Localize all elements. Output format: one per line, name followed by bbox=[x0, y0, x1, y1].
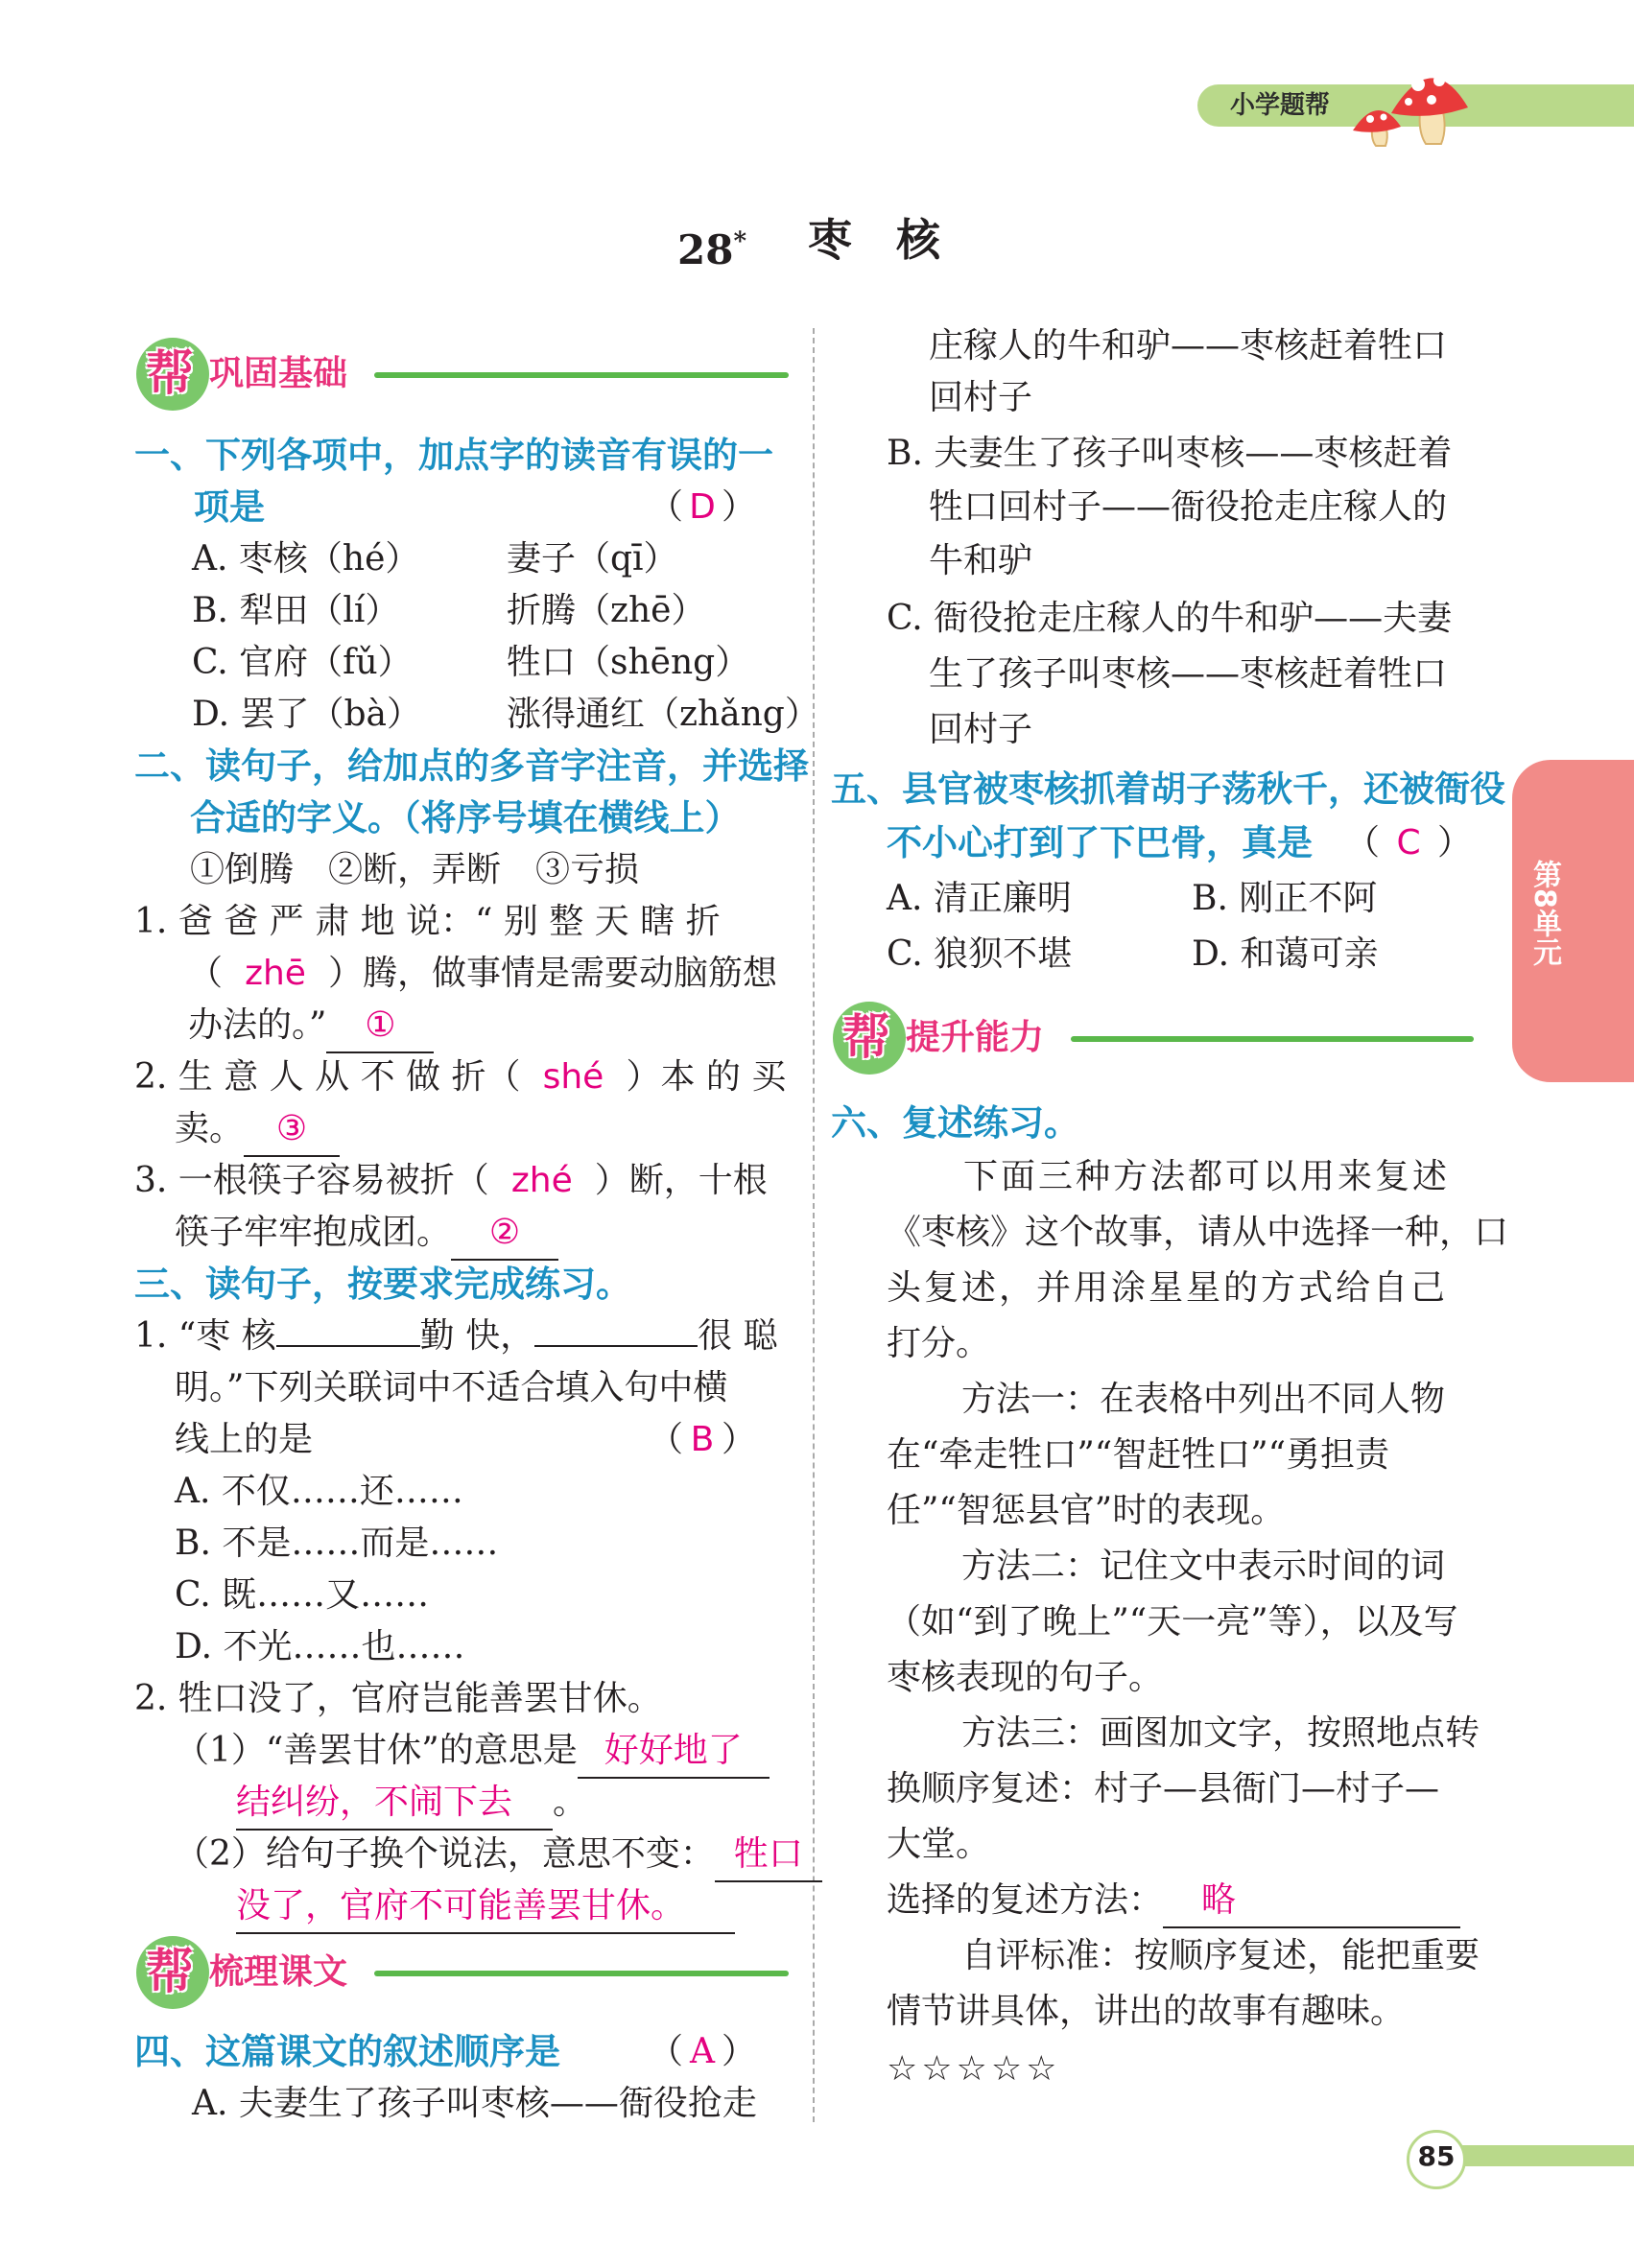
q4-answer-bracket: （ A ） bbox=[649, 2026, 756, 2078]
q2-1-answer: ① bbox=[326, 1000, 434, 1053]
section-rule bbox=[374, 1971, 789, 1976]
q6-intro-1: 下面三种方法都可以用来复述 bbox=[963, 1157, 1451, 1196]
q2-item-1-line2: （ zhē ）腾，做事情是需要动脑筋想 bbox=[188, 948, 777, 1000]
q2-2-answer: ③ bbox=[244, 1103, 340, 1157]
q6-method3-1: 方法三：画图加文字，按照地点转 bbox=[961, 1713, 1480, 1753]
q6-method3-3: 大堂。 bbox=[887, 1825, 991, 1864]
section-header-improve: 帮 提升能力 bbox=[833, 1002, 1474, 1078]
q1-option-c: C. 官府（fǔ） bbox=[192, 643, 413, 682]
q1-answer-bracket: （ D ） bbox=[649, 482, 756, 533]
q2-2-pinyin: shé bbox=[542, 1057, 604, 1097]
q2-stem-cont: 合适的字义。（将序号填在横线上） bbox=[190, 797, 741, 839]
q3-sub1-answer-b: 结纠纷，不闹下去 bbox=[236, 1777, 553, 1831]
q5-stem: 五、县官被枣核抓着胡子荡秋千，还被衙役 bbox=[831, 768, 1505, 810]
mushroom-icon bbox=[1343, 54, 1468, 150]
q2-item-2-line2: 卖。 ③ bbox=[175, 1103, 340, 1157]
q6-intro-3: 头复述，并用涂星星的方式给自己 bbox=[887, 1268, 1449, 1308]
q1-option-a-2: 妻子（qī） bbox=[507, 539, 678, 579]
q4-option-b-line2: 牲口回村子——衙役抢走庄稼人的 bbox=[929, 487, 1448, 527]
q2-item-1-line3: 办法的。” ① bbox=[188, 1000, 434, 1053]
q4-answer: A bbox=[690, 2032, 716, 2071]
q2-meanings: ①倒腾 ②断，弄断 ③亏损 bbox=[190, 850, 640, 889]
q2-3-answer: ② bbox=[451, 1207, 558, 1261]
q1-stem: 一、下列各项中，加点字的读音有误的一 bbox=[134, 435, 773, 476]
section-header-review: 帮 梳理课文 bbox=[136, 1936, 789, 2013]
q4-option-a-line2: 庄稼人的牛和驴——枣核赶着牲口 bbox=[929, 326, 1448, 366]
q5-answer: C bbox=[1396, 823, 1421, 862]
q1-option-b-2: 折腾（zhē） bbox=[507, 591, 706, 630]
q3-stem: 三、读句子，按要求完成练习。 bbox=[134, 1264, 631, 1305]
q3-part1: 1. “枣 核 勤 快， 很 聪 bbox=[134, 1316, 778, 1356]
q4-option-c-line3: 回村子 bbox=[929, 710, 1033, 749]
q2-stem: 二、读句子，给加点的多音字注音，并选择 bbox=[134, 745, 809, 787]
q6-method2-2: （如“到了晚上”“天一亮”等），以及写 bbox=[887, 1602, 1458, 1642]
q6-intro-4: 打分。 bbox=[887, 1324, 991, 1363]
q1-option-a: A. 枣核（hé） bbox=[192, 539, 420, 579]
q1-option-d: D. 罢了（bà） bbox=[192, 695, 421, 734]
q6-stem: 六、复述练习。 bbox=[831, 1102, 1079, 1144]
q3-part2-sub1-line2: 结纠纷，不闹下去 。 bbox=[236, 1777, 587, 1831]
q3-sub2-answer-b: 没了，官府不可能善罢甘休。 bbox=[236, 1880, 735, 1934]
q6-method1-3: 任”“智惩县官”时的表现。 bbox=[887, 1491, 1286, 1530]
q3-answer-bracket: （ B ） bbox=[649, 1414, 756, 1466]
q6-choice-answer: 略 bbox=[1163, 1875, 1460, 1928]
q6-star-rating[interactable]: ☆☆☆☆☆ bbox=[887, 2049, 1061, 2089]
q3-sub2-answer-a: 牲口 bbox=[715, 1829, 822, 1882]
q6-method1-1: 方法一：在表格中列出不同人物 bbox=[961, 1380, 1446, 1419]
q5-option-c: C. 狼狈不堪 bbox=[887, 934, 1073, 974]
q6-method1-2: 在“牵走牲口”“智赶牲口”“勇担责 bbox=[887, 1435, 1390, 1475]
q2-3-pinyin: zhé bbox=[510, 1161, 573, 1200]
q4-option-c-line2: 生了孩子叫枣核——枣核赶着牲口 bbox=[929, 654, 1448, 694]
q5-option-a: A. 清正廉明 bbox=[887, 879, 1072, 918]
section-rule bbox=[1071, 1036, 1474, 1042]
q1-option-b: B. 犁田（lí） bbox=[192, 591, 400, 630]
q4-option-b-line3: 牛和驴 bbox=[929, 541, 1033, 580]
q6-intro-2: 《枣核》这个故事，请从中选择一种，口 bbox=[887, 1213, 1509, 1252]
q6-criteria-1: 自评标准：按顺序复述，能把重要 bbox=[961, 1936, 1480, 1975]
section-rule bbox=[374, 372, 789, 378]
q6-method3-2: 换顺序复述：村子—县衙门—村子— bbox=[887, 1769, 1440, 1808]
q1-option-c-2: 牲口（shēng） bbox=[507, 643, 750, 682]
q3-part1-line2: 明。”下列关联词中不适合填入句中横 bbox=[175, 1368, 728, 1407]
q4-option-a: A. 夫妻生了孩子叫枣核——衙役抢走 bbox=[192, 2084, 757, 2123]
q3-sub1-answer-a: 好好地了 bbox=[578, 1725, 770, 1779]
q3-part2-sub2: （2）给句子换个说法，意思不变： 牲口 bbox=[175, 1829, 822, 1882]
lesson-title: 枣 核 bbox=[808, 214, 940, 266]
q4-stem: 四、这篇课文的叙述顺序是 bbox=[134, 2031, 560, 2072]
q3-part2-stem: 2. 牲口没了，官府岂能善罢甘休。 bbox=[134, 1679, 662, 1718]
brand-label: 小学题帮 bbox=[1230, 91, 1331, 120]
section-header-consolidate: 帮 巩固基础 bbox=[136, 338, 789, 414]
lesson-number: 28* bbox=[677, 226, 747, 273]
q3-part2-sub1: （1）“善罢甘休”的意思是 好好地了 bbox=[175, 1725, 770, 1779]
unit-tab-label: 第8单元 bbox=[1527, 860, 1561, 966]
q2-item-3: 3. 一根筷子容易被折（ zhé ）断，十根 bbox=[134, 1155, 768, 1207]
q3-part2-sub2-line2 bbox=[236, 1880, 735, 1934]
q2-1-pinyin: zhē bbox=[245, 954, 306, 993]
q3-part1-line3: 线上的是 bbox=[175, 1420, 314, 1459]
q1-stem-cont: 项是 bbox=[194, 486, 265, 528]
q3-option-a: A. 不仅……还…… bbox=[175, 1472, 463, 1511]
q1-option-d-2: 涨得通红（zhǎng） bbox=[507, 695, 819, 734]
q3-answer: B bbox=[690, 1420, 715, 1459]
q6-criteria-2: 情节讲具体，讲出的故事有趣味。 bbox=[887, 1992, 1406, 2031]
q2-item-2: 2. 生 意 人 从 不 做 折（ shé ）本 的 买 bbox=[134, 1051, 786, 1103]
q2-item-1: 1. 爸 爸 严 肃 地 说：“ 别 整 天 瞎 折 bbox=[134, 902, 721, 941]
q4-option-c: C. 衙役抢走庄稼人的牛和驴——夫妻 bbox=[887, 599, 1453, 638]
q6-method2-1: 方法二：记住文中表示时间的词 bbox=[961, 1547, 1446, 1586]
q3-option-c: C. 既……又…… bbox=[175, 1575, 430, 1615]
q5-answer-bracket: （ C ） bbox=[1345, 817, 1472, 869]
q5-option-b: B. 刚正不阿 bbox=[1192, 879, 1378, 918]
q2-item-3-line2: 筷子牢牢抱成团。 ② bbox=[175, 1207, 558, 1261]
q6-choice: 选择的复述方法： 略 bbox=[887, 1875, 1460, 1928]
q5-option-d: D. 和蔼可亲 bbox=[1192, 934, 1379, 974]
q4-option-b: B. 夫妻生了孩子叫枣核——枣核赶着 bbox=[887, 434, 1453, 473]
q3-option-b: B. 不是……而是…… bbox=[175, 1524, 499, 1563]
q6-method2-3: 枣核表现的句子。 bbox=[887, 1658, 1164, 1697]
q1-answer: D bbox=[689, 487, 716, 527]
page-number: 85 bbox=[1417, 2140, 1456, 2172]
q5-stem-cont: 不小心打到了下巴骨，真是 bbox=[887, 822, 1313, 863]
q3-option-d: D. 不光……也…… bbox=[175, 1627, 465, 1666]
q4-option-a-line3: 回村子 bbox=[929, 378, 1033, 417]
